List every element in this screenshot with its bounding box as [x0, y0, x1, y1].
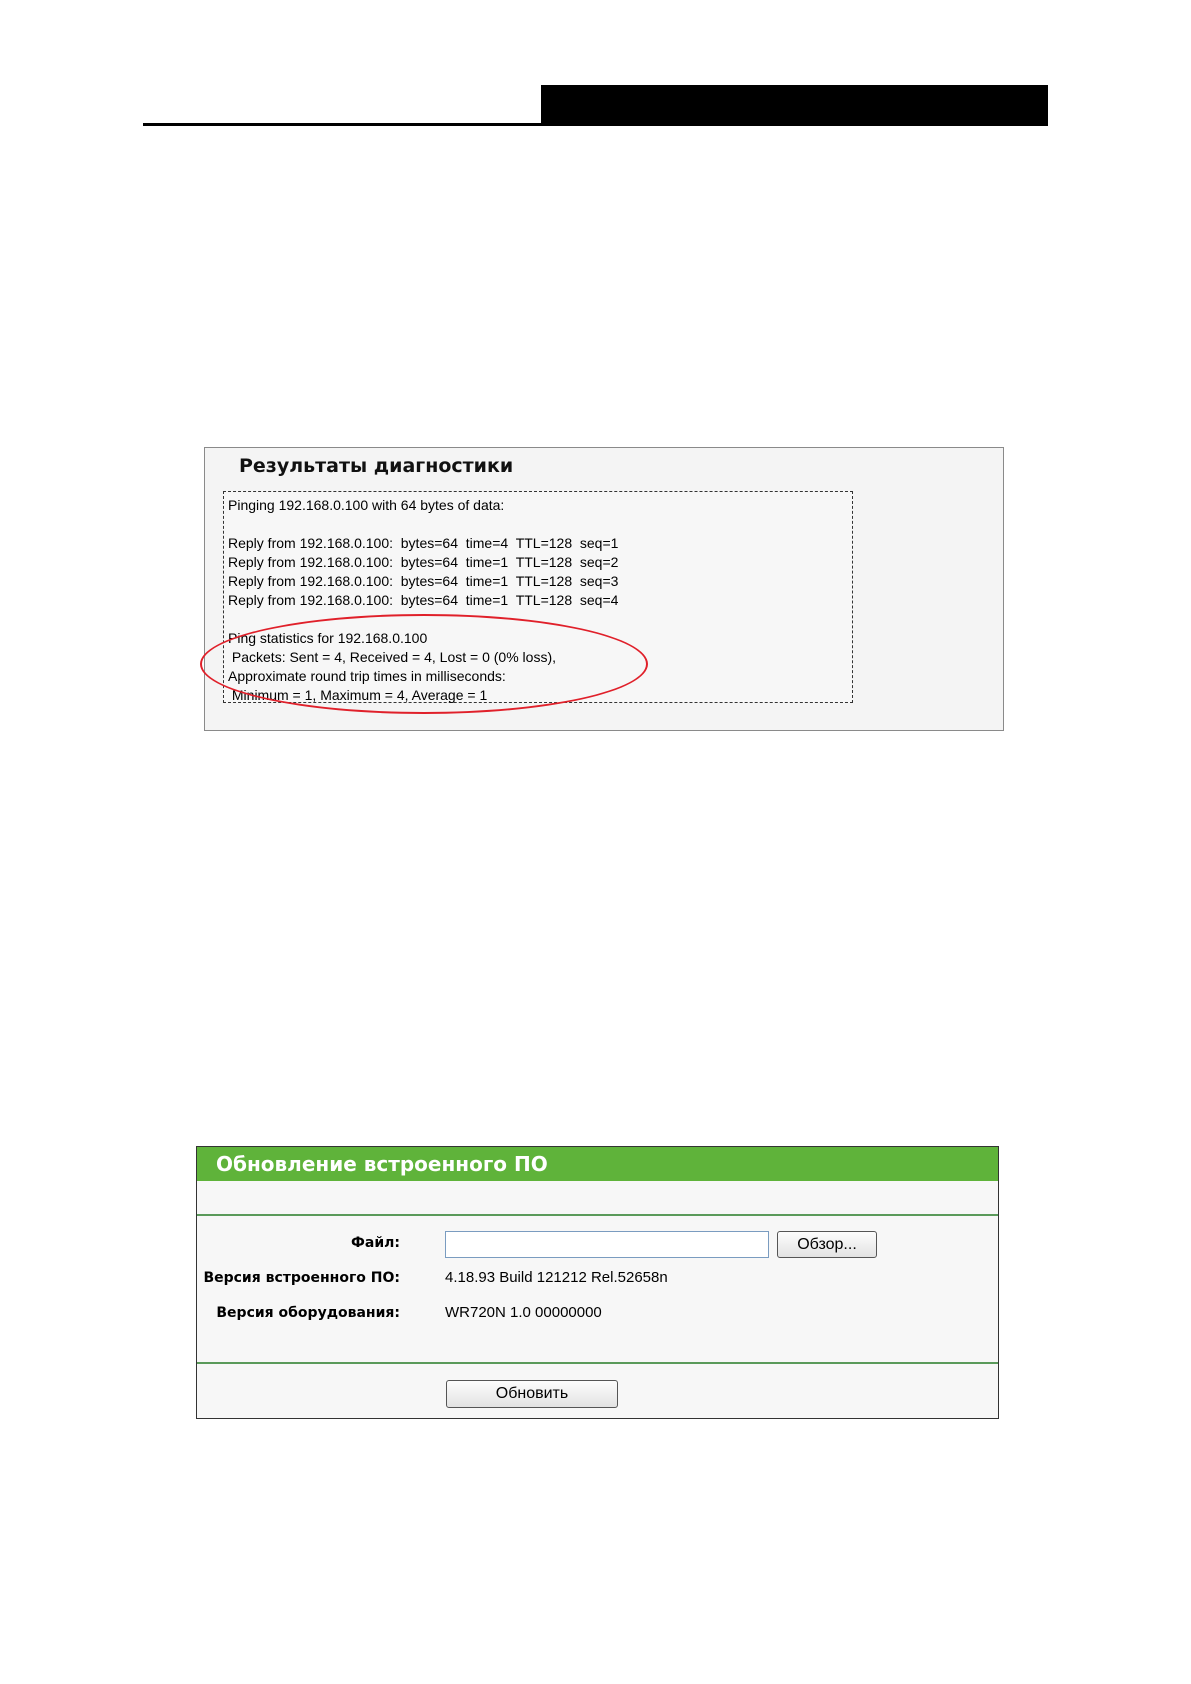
update-button[interactable]: Обновить [446, 1380, 618, 1408]
firmware-version-label: Версия встроенного ПО: [203, 1270, 400, 1286]
ping-statistics-line: Approximate round trip times in milliseconds: [228, 668, 506, 684]
section-divider [197, 1362, 998, 1364]
firmware-upgrade-title: Обновление встроенного ПО [216, 1152, 548, 1176]
diagnostic-results-title: Результаты диагностики [239, 455, 514, 477]
ping-output-line: Reply from 192.168.0.100: bytes=64 time=4 TTL=128 seq=1 [228, 535, 619, 551]
diagnostic-results-panel [204, 447, 1004, 731]
ping-output-line: Pinging 192.168.0.100 with 64 bytes of data: [228, 497, 505, 513]
ping-output-line: Reply from 192.168.0.100: bytes=64 time=1 TTL=128 seq=2 [228, 554, 619, 570]
firmware-upgrade-panel [196, 1146, 999, 1419]
file-label: Файл: [351, 1235, 400, 1251]
ping-output-line: Reply from 192.168.0.100: bytes=64 time=1 TTL=128 seq=3 [228, 573, 619, 589]
ping-statistics-line: Minimum = 1, Maximum = 4, Average = 1 [228, 687, 488, 703]
ping-statistics-line: Ping statistics for 192.168.0.100 [228, 630, 428, 646]
ping-output-box [223, 491, 853, 703]
section-divider [197, 1214, 998, 1216]
page-header-bar [541, 85, 1048, 125]
file-path-input[interactable] [445, 1231, 769, 1258]
page-header-rule [143, 123, 1048, 126]
hardware-version-label: Версия оборудования: [216, 1305, 400, 1321]
browse-button[interactable]: Обзор... [777, 1231, 877, 1258]
ping-output-line: Reply from 192.168.0.100: bytes=64 time=1 TTL=128 seq=4 [228, 592, 619, 608]
firmware-upgrade-header [197, 1147, 998, 1181]
hardware-version-value: WR720N 1.0 00000000 [445, 1304, 602, 1321]
firmware-version-value: 4.18.93 Build 121212 Rel.52658n [445, 1269, 668, 1286]
ping-statistics-line: Packets: Sent = 4, Received = 4, Lost = 0 (0% loss), [228, 649, 557, 665]
